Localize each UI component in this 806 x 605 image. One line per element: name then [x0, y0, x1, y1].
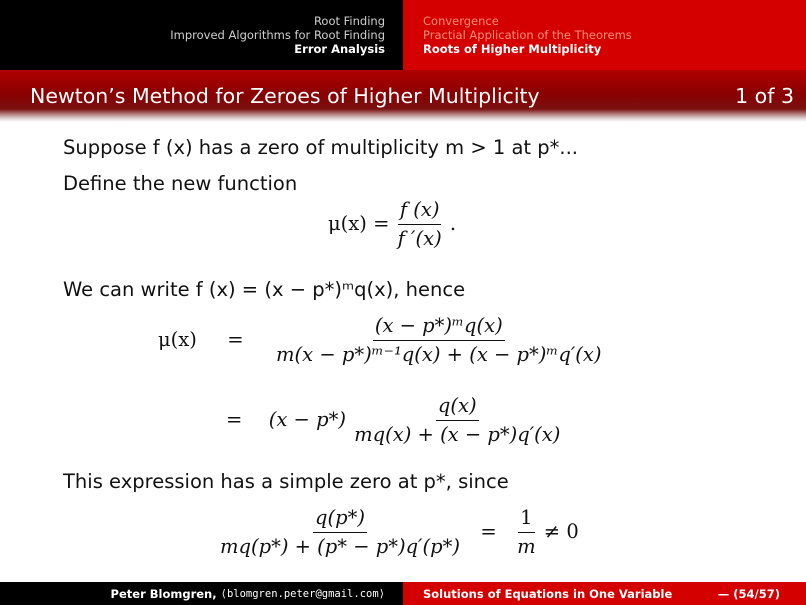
eq1-denominator: f ′(x) [397, 227, 442, 250]
nav-item-convergence[interactable]: Convergence [423, 14, 499, 28]
footer-course-block [403, 582, 806, 605]
equation-mu-expanded [158, 314, 603, 367]
eq4-m: m [517, 535, 536, 558]
footer-author-block [0, 582, 403, 605]
eq1-fraction [396, 198, 444, 251]
text-line-4: This expression has a simple zero at p*, since [63, 470, 509, 493]
eq3-fraction [352, 394, 562, 447]
nav-item-practical-application[interactable]: Practial Application of the Theorems [423, 28, 632, 42]
eq2-fraction [274, 314, 603, 367]
section-navigation [0, 0, 806, 70]
text-line-3: We can write f (x) = (x − p*)ᵐq(x), hence [63, 278, 466, 301]
slide-footer [0, 582, 806, 605]
eq2-equals: = [227, 328, 244, 351]
eq2-denominator: m(x − p*)ᵐ⁻¹q(x) + (x − p*)ᵐq′(x) [276, 343, 602, 366]
nav-item-error-analysis[interactable]: Error Analysis [294, 42, 385, 56]
frame-title-bar [0, 70, 806, 122]
text-line-1: Suppose f (x) has a zero of multiplicity m > 1 at p*... [63, 136, 578, 159]
eq4-fraction-right [515, 506, 538, 559]
equation-mu-simplified [226, 394, 562, 447]
eq1-numerator: f (x) [398, 198, 442, 225]
eq4-numerator: q(p*) [313, 506, 367, 533]
frame-title: Newton’s Method for Zeroes of Higher Multiplicity [30, 84, 540, 108]
equation-mu-definition [328, 198, 456, 251]
nav-item-improved-algorithms[interactable]: Improved Algorithms for Root Finding [170, 28, 385, 42]
footer-page-number: — (54/57) [717, 586, 780, 601]
eq3-numerator: q(x) [436, 394, 479, 421]
eq1-lhs: μ(x) = [328, 212, 390, 235]
nav-item-roots-higher-multiplicity[interactable]: Roots of Higher Multiplicity [423, 42, 602, 56]
eq3-denominator: mq(x) + (x − p*)q′(x) [354, 423, 561, 446]
footer-author: Peter Blomgren, [110, 586, 217, 601]
eq2-numerator: (x − p*)ᵐq(x) [373, 314, 505, 341]
eq4-not-equal-zero: ≠ 0 [543, 520, 579, 543]
footer-course-title[interactable]: Solutions of Equations in One Variable [423, 586, 673, 601]
eq4-one: 1 [518, 506, 534, 533]
eq3-factor: (x − p*) [268, 408, 346, 431]
frame-page-counter: 1 of 3 [735, 84, 794, 108]
eq3-equals: = [226, 408, 243, 431]
eq4-fraction-left [218, 506, 462, 559]
nav-item-root-finding[interactable]: Root Finding [313, 14, 385, 28]
eq2-lhs: μ(x) [158, 328, 197, 351]
eq4-denominator: mq(p*) + (p* − p*)q′(p*) [220, 535, 460, 558]
text-line-2: Define the new function [63, 172, 298, 195]
section-nav-left [0, 0, 403, 70]
eq4-equals: = [480, 520, 497, 543]
footer-email[interactable]: ⟨blomgren.peter@gmail.com⟩ [220, 587, 385, 600]
eq1-period: . [449, 212, 457, 235]
subsection-nav-right [403, 0, 806, 70]
equation-simple-zero [218, 506, 579, 559]
